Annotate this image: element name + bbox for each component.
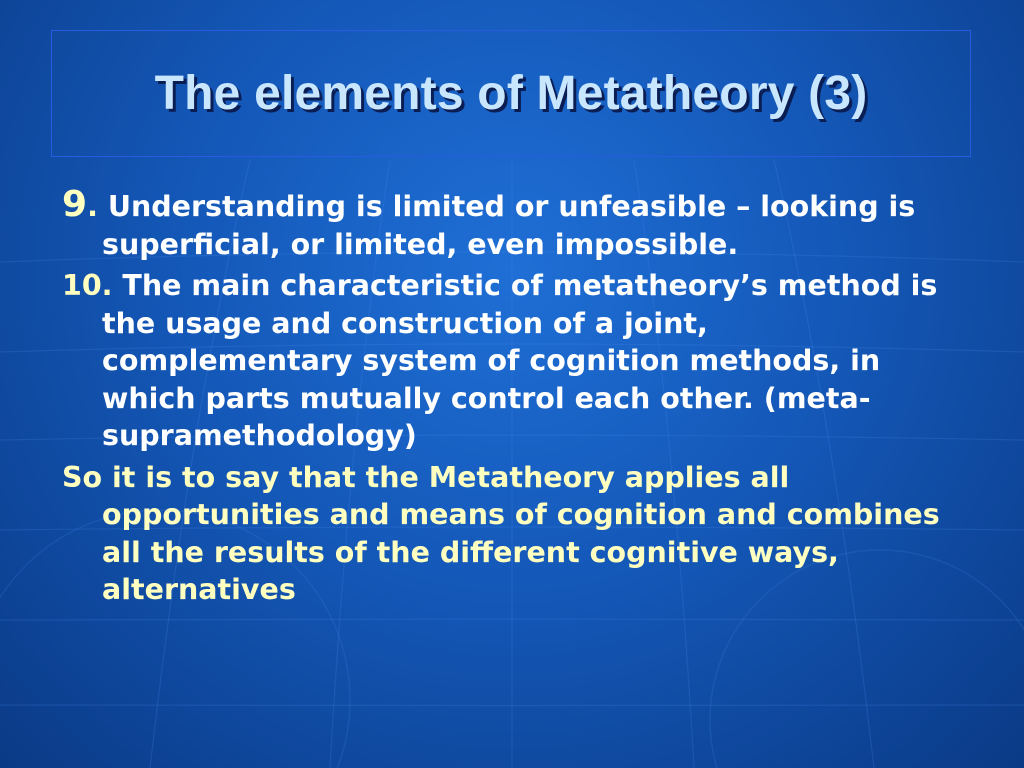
item-text: The main characteristic of metatheory’s method is the usage and construction of a joint, complementary system of cognition methods, in which parts mutually control each other. (meta-supramethodology): [102, 269, 938, 452]
slide-body: [62, 186, 962, 613]
item-separator: .: [87, 190, 108, 223]
item-text: Understanding is limited or unfeasible – looking is superficial, or limited, even impossible.: [102, 190, 916, 261]
item-number: 10: [62, 269, 102, 302]
title-frame: [51, 30, 971, 157]
list-item-9: [62, 186, 962, 263]
item-separator: .: [101, 269, 123, 302]
list-item-10: [62, 267, 962, 455]
item-number: 9: [62, 184, 88, 225]
slide-title: The elements of Metatheory (3): [154, 67, 868, 120]
conclusion-paragraph: So it is to say that the Metatheory applies all opportunities and means of cognition and combines all the results of the different cognitive ways, alternatives: [62, 460, 940, 606]
